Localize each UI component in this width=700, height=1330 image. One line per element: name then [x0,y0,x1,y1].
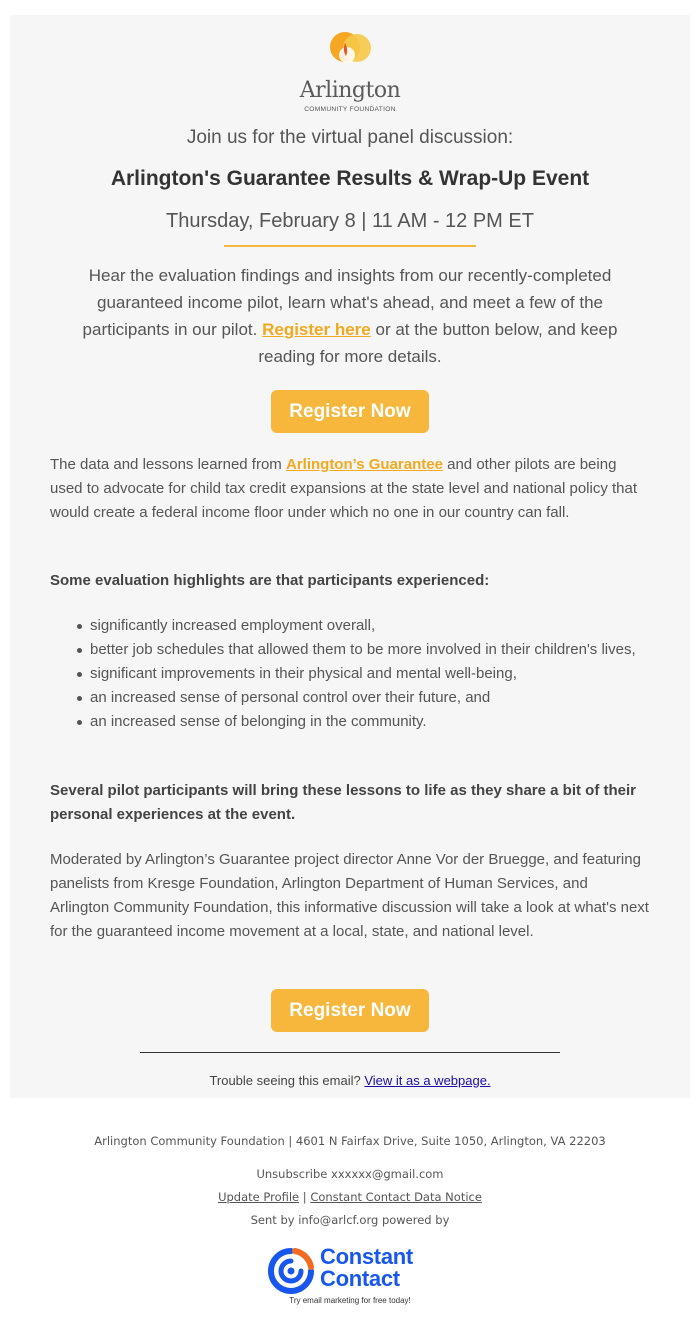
lead-text-before: Hear the evaluation findings and insights from our recently-completed guaranteed income pilot, learn what's ahead, and meet a few of the participants in our pilot. [82,266,612,339]
lead-paragraph [62,262,638,370]
arlington-logo-icon [319,29,379,77]
highlights-heading: Some evaluation highlights are that participants experienced: [50,572,490,589]
arlingtons-guarantee-link[interactable]: Arlington’s Guarantee [285,456,443,473]
view-webpage-link[interactable]: View it as a webpage. [364,1073,491,1088]
footer-separator: | [299,1190,311,1204]
constant-contact-tagline: Try email marketing for free today! [289,1296,411,1305]
list-item: an increased sense of belonging in the community. [50,710,650,734]
data-notice-link[interactable]: Constant Contact Data Notice [310,1190,482,1204]
constant-contact-wordmark [320,1246,413,1290]
moderated-paragraph: Moderated by Arlington’s Guarantee project director Anne Vor der Bruegge, and featuring panelists from Kresge Foundation, Arlington Department of Human Services, and Arlington Community Foundation, this informative discussion will take a look at what's next for the guaranteed income movement at a local, state, and national level. [50,851,649,940]
list-item: significant improvements in their physical and mental well-being, [50,662,650,686]
cc-line2: Contact [320,1266,400,1291]
register-here-link[interactable]: Register here [262,320,371,339]
constant-contact-icon [268,1248,314,1294]
list-item: better job schedules that allowed them to be more involved in their children's lives, [50,638,650,662]
intro-text: Join us for the virtual panel discussion: [186,127,514,148]
update-profile-link[interactable]: Update Profile [218,1190,300,1204]
trouble-text: Trouble seeing this email? [209,1073,365,1088]
trouble-line [10,1073,690,1088]
register-now-button[interactable]: Register Now [271,390,429,433]
logo-wordmark: Arlington [299,78,401,103]
event-title: Arlington's Guarantee Results & Wrap-Up Event [110,167,590,190]
p1-text-before: The data and lessons learned from [50,456,286,473]
participants-paragraph: Several pilot participants will bring these lessons to life as they share a bit of their personal experiences at the event. [50,782,636,823]
arlington-logo[interactable] [295,29,415,113]
event-date: Thursday, February 8 | 11 AM - 12 PM ET [166,210,534,232]
register-now-button-bottom[interactable]: Register Now [271,989,429,1032]
footer-links [0,1190,700,1204]
cc-line1: Constant [320,1244,413,1269]
footer-divider [140,1052,560,1053]
data-lessons-paragraph [50,453,650,525]
constant-contact-logo[interactable] [268,1246,438,1306]
list-item: an increased sense of personal control over their future, and [50,686,650,710]
email-card [10,15,690,1098]
footer-sent-by: Sent by info@arlcf.org powered by [250,1213,450,1227]
list-item: significantly increased employment overall, [50,614,650,638]
lead-text-after: or at the button below, and keep reading for more details. [258,320,618,366]
highlights-list [50,614,650,734]
footer-unsubscribe[interactable]: Unsubscribe xxxxxx@gmail.com [256,1167,444,1181]
p1-text-after: and other pilots are being used to advocate for child tax credit expansions at the state level and national policy that would create a federal income floor under which no one in our country can fall. [50,456,638,521]
footer-address: Arlington Community Foundation | 4601 N Fairfax Drive, Suite 1050, Arlington, VA 22203 [94,1134,606,1148]
logo-subtitle: COMMUNITY FOUNDATION [304,106,396,113]
gold-divider [224,245,476,247]
